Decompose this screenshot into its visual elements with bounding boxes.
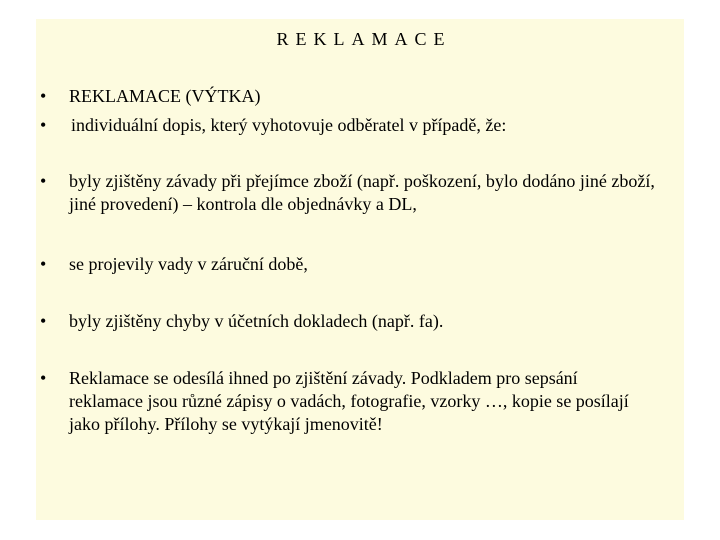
- bullet-icon: •: [40, 368, 47, 388]
- slide-title: REKLAMACE: [276, 29, 452, 49]
- bullet-icon: •: [40, 311, 47, 331]
- bullet-text: individuální dopis, který vyhotovuje odběratel v případě, že:: [71, 115, 507, 135]
- slide-panel: [36, 19, 684, 520]
- bullet-text: byly zjištěny chyby v účetních dokladech (např. fa).: [69, 311, 444, 331]
- bullet-icon: •: [40, 171, 47, 191]
- bullet-text: Reklamace se odesílá ihned po zjištění závady. Podkladem pro sepsání reklamace jsou různé zápisy o vadách, fotografie, vzorky …, kopie se posílají jako přílohy. Přílohy se vytýkají jmenovitě!: [69, 368, 629, 434]
- bullet-text: se projevily vady v záruční době,: [69, 254, 308, 274]
- bullet-item: [36, 310, 656, 333]
- bullet-item: [36, 170, 656, 216]
- bullet-text: byly zjištěny závady při přejímce zboží (např. poškození, bylo dodáno jiné zboží, jiné provedení) – kontrola dle objednávky a DL,: [69, 171, 655, 214]
- bullet-icon: •: [40, 86, 47, 106]
- bullet-item: [36, 85, 656, 108]
- bullet-item: [36, 114, 656, 137]
- bullet-item: [36, 367, 656, 436]
- bullet-icon: •: [40, 115, 47, 135]
- bullet-text: REKLAMACE (VÝTKA): [69, 86, 261, 106]
- bullet-item: [36, 253, 656, 276]
- bullet-icon: •: [40, 254, 47, 274]
